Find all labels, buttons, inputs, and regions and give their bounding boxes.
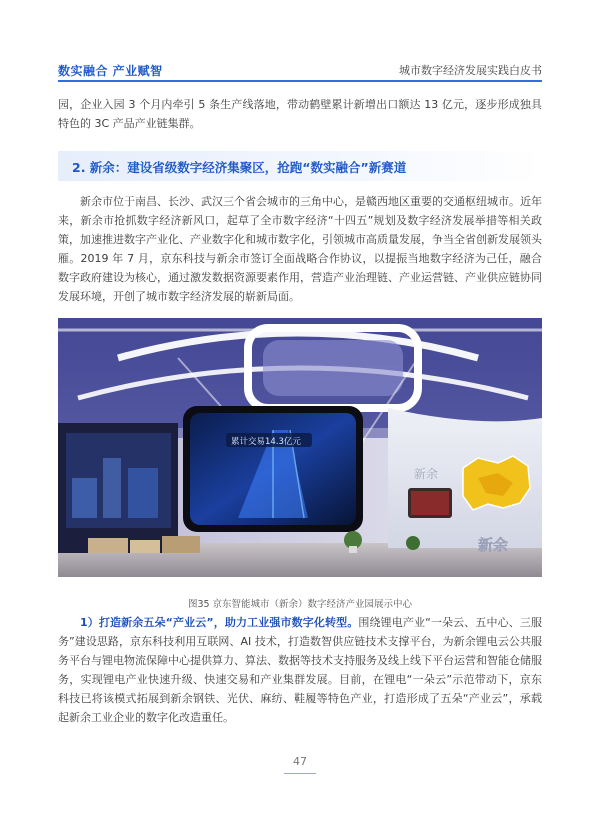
header-divider — [58, 80, 542, 82]
figure-caption: 图35 京东智能城市（新余）数字经济产业园展示中心 — [187, 599, 413, 610]
paragraph-intro: 新余市位于南昌、长沙、武汉三个省会城市的三角中心，是赣西地区重要的交通枢纽城市。近年来，新余市抢抓数字经济新风口，起草了全市数字经济“十四五”规划及数字经济发展举措等相关政策，加速推进数字产业化、产业数字化和城市数字化，引领城市高质量发展，争当全省创新发展领头雁。2019 年 7 月，京东科技与新余市签订全面战略合作协议，以提振当地数字经济为己任，融合数字政府建设为核心，通过激发数据资源要素作用，营造产业治理链、产业运营链、产业供应链协同发展环境，开创了城市数字经济发展的崭新局面。 — [58, 195, 542, 303]
screen-display-text: 累计交易14.3亿元 — [231, 437, 301, 447]
exhibition-hall-illustration — [58, 318, 542, 577]
brand-slogan: 数实融合 产业赋智 — [58, 64, 163, 78]
map-label-text: 新余 — [478, 536, 509, 554]
body-rest-text: 围绕锂电产业“一朵云、五中心、三服务”建设思路，京东科技利用互联网、AI 技术，打造数智供应链技术支撑平台，为新余锂电云公共服务平台与锂电物流保障中心提供算力、算法、数据等技术支持服务及线上线下平台运营和智能仓储服务，实现锂电产业快速升级、快速交易和产业集群发展。目前，在锂电“一朵云”示范带动下，京东科技已将该模式拓展到新余钢铁、光伏、麻纺、鞋履等特色产业，打造形成了五朵“产业云”，承载起新余工业企业的数字化改造重任。 — [58, 616, 542, 724]
body-lead-text: 1）打造新余五朵“产业云”，助力工业强市数字化转型。 — [80, 616, 359, 629]
section-heading — [58, 151, 542, 181]
page-header — [0, 0, 600, 80]
page-number: 47 — [293, 755, 307, 768]
document-title: 城市数字经济发展实践白皮书 — [399, 64, 542, 77]
paragraph-top: 园，企业入园 3 个月内牵引 5 条生产线落地，带动鹤壁累计新增出口额达 13 亿元，逐步形成独具特色的 3C 产品产业链集群。 — [58, 98, 542, 130]
wall-sign-text: 新余 — [414, 467, 439, 481]
page-number-underline — [284, 773, 316, 774]
section-title: 2. 新余：建设省级数字经济集聚区，抢跑“数实融合”新赛道 — [72, 160, 407, 175]
exhibition-hall-photo — [58, 318, 542, 577]
paragraph-body — [58, 613, 542, 727]
